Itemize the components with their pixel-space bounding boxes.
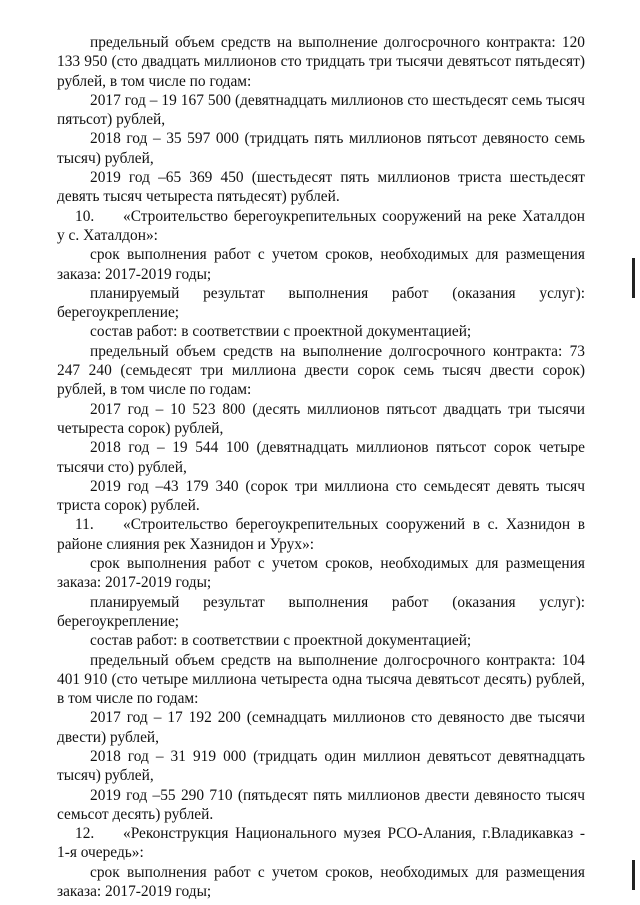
paragraph-text: состав работ: в соответствии с проектной документацией; (90, 632, 472, 650)
paragraph-text: 2019 год –43 179 340 (сорок три миллиона сто семьдесят девять тысяч триста сорок) рублей. (57, 477, 585, 515)
paragraph (57, 129, 585, 168)
paragraph-text: планируемый результат выполнения работ (оказания услуг): берегоукрепление; (57, 284, 585, 322)
paragraph (57, 245, 585, 284)
paragraph-text: срок выполнения работ с учетом сроков, необходимых для размещения заказа: 2017-2019 годы; (57, 863, 585, 901)
scan-edge-mark (632, 258, 635, 298)
paragraph-text: «Строительство берегоукрепительных сооружений на реке Хаталдон у с. Хаталдон»: (57, 207, 585, 244)
paragraph (57, 400, 585, 439)
paragraph-text: 2019 год –55 290 710 (пятьдесят пять миллионов двести девяносто тысяч семьсот десять) рублей. (57, 786, 585, 823)
paragraph (57, 651, 585, 709)
item-number: 10. (75, 207, 95, 225)
paragraph (57, 554, 585, 593)
paragraph-text: 2017 год – 19 167 500 (девятнадцать миллионов сто шестьдесят семь тысяч пятьсот) рублей, (57, 91, 585, 129)
paragraph (57, 477, 585, 516)
numbered-item-heading (57, 824, 585, 863)
item-number: 12. (75, 825, 95, 843)
paragraph-text: 2018 год – 35 597 000 (тридцать пять миллионов пятьсот девяносто семь тысяч) рублей, (57, 130, 585, 167)
paragraph (57, 631, 585, 650)
paragraph (57, 863, 585, 902)
paragraph-text: планируемый результат выполнения работ (оказания услуг): берегоукрепление; (57, 593, 585, 630)
paragraph (57, 342, 585, 400)
paragraph-text: предельный объем средств на выполнение долгосрочного контракта: 120 133 950 (сто двадцать миллионов сто тридцать три тысячи девятьсот пятьдесят) рублей, в том числе по годам: (57, 34, 585, 90)
paragraph-text: срок выполнения работ с учетом сроков, необходимых для размещения заказа: 2017-2019 годы; (57, 555, 585, 592)
paragraph-text: «Реконструкция Национального музея РСО-Алания, г.Владикавказ - 1-я очередь»: (57, 825, 585, 862)
paragraph (57, 593, 585, 632)
paragraph-text: 2017 год – 10 523 800 (десять миллионов пятьсот двадцать три тысячи четыреста сорок) рублей, (57, 400, 585, 437)
paragraph-text: состав работ: в соответствии с проектной документацией; (90, 323, 472, 341)
item-number: 11. (75, 516, 94, 534)
paragraph-text: 2017 год – 17 192 200 (семнадцать миллионов сто девяносто две тысячи двести) рублей, (57, 709, 585, 746)
paragraph-text: предельный объем средств на выполнение долгосрочного контракта: 73 247 240 (семьдесят три миллиона двести сорок семь тысяч двести сорок) рублей, в том числе по годам: (57, 342, 585, 399)
paragraph (57, 747, 585, 786)
paragraph-text: 2018 год – 19 544 100 (девятнадцать миллионов пятьсот сорок четыре тысячи сто) рублей, (57, 439, 585, 476)
paragraph-text: 2018 год – 31 919 000 (тридцать один миллион девятьсот девятнадцать тысяч) рублей, (57, 747, 585, 785)
paragraph (57, 284, 585, 323)
paragraph-text: срок выполнения работ с учетом сроков, необходимых для размещения заказа: 2017-2019 годы; (57, 246, 585, 283)
paragraph (57, 33, 585, 91)
scan-edge-mark (632, 860, 635, 890)
paragraph-text: «Строительство берегоукрепительных сооружений в с. Хазнидон в районе слияния рек Хазнидон и Урух»: (57, 516, 585, 553)
numbered-item-heading (57, 515, 585, 554)
paragraph (57, 91, 585, 130)
paragraph-text: предельный объем средств на выполнение долгосрочного контракта: 104 401 910 (сто четыре миллиона четыреста одна тысяча девятьсот десять) рублей, в том числе по годам: (57, 651, 585, 708)
document-body (57, 33, 585, 901)
numbered-item-heading (57, 207, 585, 246)
paragraph (57, 708, 585, 747)
paragraph (57, 322, 585, 341)
paragraph-text: 2019 год –65 369 450 (шестьдесят пять миллионов триста шестьдесят девять тысяч четыреста пятьдесят) рублей. (57, 169, 585, 206)
paragraph (57, 168, 585, 207)
paragraph (57, 786, 585, 825)
paragraph (57, 438, 585, 477)
